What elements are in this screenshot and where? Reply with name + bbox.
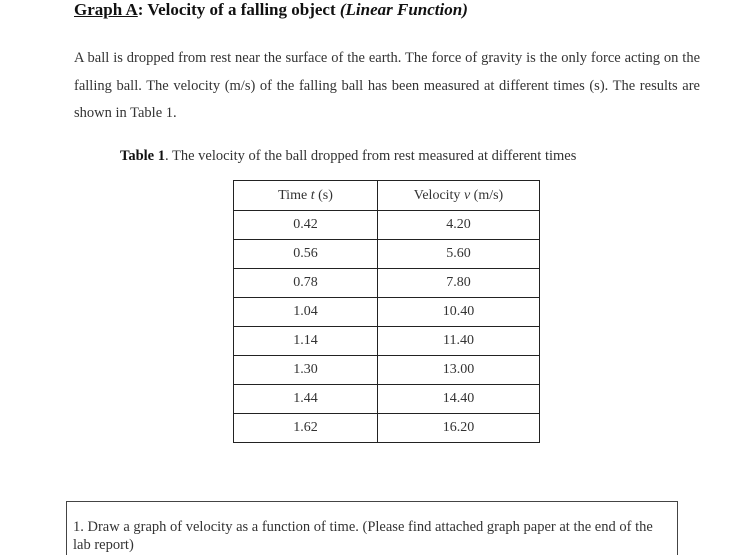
- table-caption-label: Table 1: [120, 148, 165, 164]
- col2-name: Velocity: [413, 187, 464, 203]
- column-header-time: [234, 181, 378, 211]
- table-caption: [120, 146, 576, 166]
- velocity-cell: 7.80: [378, 269, 540, 298]
- velocity-table: [233, 180, 540, 443]
- column-header-velocity: [378, 181, 540, 211]
- time-cell: 0.78: [234, 269, 378, 298]
- table-row: [234, 385, 540, 414]
- table-row: [234, 327, 540, 356]
- table-row: [234, 356, 540, 385]
- velocity-cell: 5.60: [378, 240, 540, 269]
- velocity-cell: 10.40: [378, 298, 540, 327]
- table-caption-text: . The velocity of the ball dropped from rest measured at different times: [165, 148, 577, 164]
- table-header-row: [234, 181, 540, 211]
- time-cell: 1.04: [234, 298, 378, 327]
- heading-title: Velocity of a falling object: [147, 0, 340, 19]
- time-cell: 0.42: [234, 211, 378, 240]
- col1-name: Time: [278, 187, 311, 203]
- time-cell: 1.30: [234, 356, 378, 385]
- table-row: [234, 269, 540, 298]
- velocity-cell: 13.00: [378, 356, 540, 385]
- col1-symbol: t: [310, 187, 315, 203]
- question-box: 1. Draw a graph of velocity as a function of time. (Please find attached graph paper at the end of the lab report): [66, 501, 678, 555]
- velocity-cell: 4.20: [378, 211, 540, 240]
- time-cell: 1.44: [234, 385, 378, 414]
- table-row: [234, 414, 540, 443]
- intro-paragraph: A ball is dropped from rest near the surface of the earth. The force of gravity is the only force acting on the falling ball. The velocity (m/s) of the falling ball has been measured at different times (s). The results are shown in Table 1.: [74, 50, 700, 121]
- velocity-cell: 16.20: [378, 414, 540, 443]
- table-row: [234, 211, 540, 240]
- time-cell: 1.14: [234, 327, 378, 356]
- heading-subtitle: (Linear Function): [339, 0, 468, 19]
- velocity-cell: 14.40: [378, 385, 540, 414]
- col1-unit: (s): [314, 187, 333, 203]
- heading-separator: :: [137, 0, 148, 19]
- table-row: [234, 240, 540, 269]
- time-cell: 1.62: [234, 414, 378, 443]
- time-cell: 0.56: [234, 240, 378, 269]
- heading: [74, 0, 468, 20]
- col2-unit: (m/s): [470, 187, 504, 203]
- table-row: [234, 298, 540, 327]
- velocity-cell: 11.40: [378, 327, 540, 356]
- col2-symbol: v: [463, 187, 471, 203]
- heading-prefix: Graph A: [74, 0, 138, 19]
